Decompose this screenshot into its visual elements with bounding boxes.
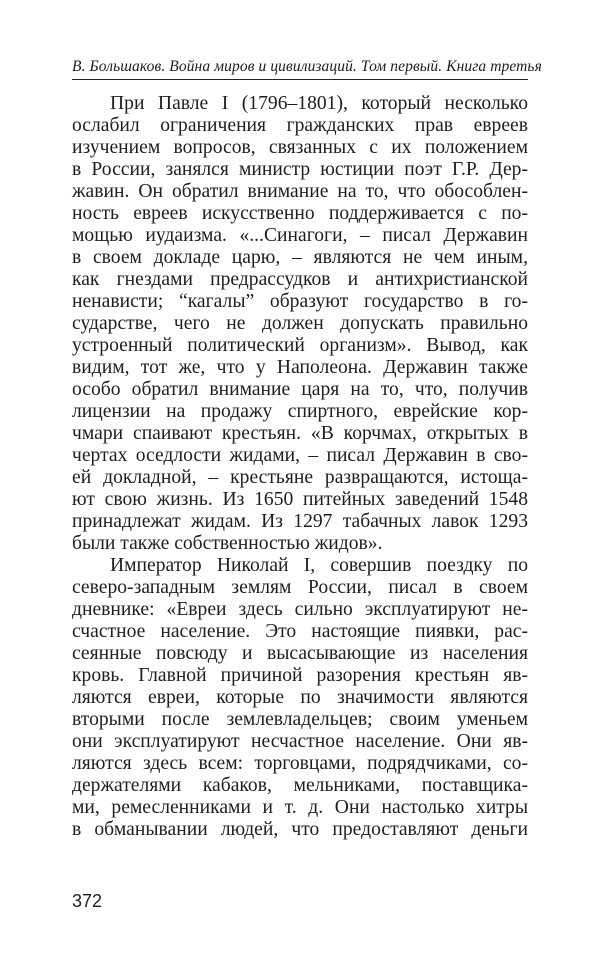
text-line: устроенный политический организм». Вывод, как <box>72 335 528 356</box>
page-number: 372 <box>72 891 103 911</box>
text-line: жавин. Он обратил внимание на то, что обособлен- <box>72 181 528 202</box>
text-line: изучением вопросов, связанных с их положением <box>72 137 528 158</box>
running-header: В. Большаков. Война миров и цивилизаций. Том первый. Книга третья <box>72 58 542 75</box>
text-line: ослабил ограничения гражданских прав евреев <box>72 115 528 136</box>
body-text <box>72 93 528 841</box>
text-line: Император Николай I, совершив поездку по <box>110 555 528 576</box>
text-line: дневнике: «Евреи здесь сильно эксплуатируют не- <box>72 599 528 620</box>
text-line: в обманывании людей, что предоставляют деньги <box>72 819 528 840</box>
text-line: чертах оседлости жидами, – писал Державин в сво- <box>72 445 528 466</box>
text-line: счастное население. Это настоящие пиявки, рас- <box>72 621 528 642</box>
text-line: они эксплуатируют несчастное население. Они яв- <box>72 731 528 752</box>
text-line: ненависти; “кагалы” образуют государство в го- <box>72 291 528 312</box>
text-line: сеянные повсюду и высасывающие из населения <box>72 643 528 664</box>
text-line: ми, ремесленниками и т. д. Они настолько хитры <box>72 797 528 818</box>
text-line: принадлежат жидам. Из 1297 табачных лавок 1293 <box>72 511 528 532</box>
text-line: ляются евреи, которые по значимости являются <box>72 687 528 708</box>
text-line: мощью иудаизма. «...Синагоги, – писал Державин <box>72 225 528 246</box>
text-line: особо обратил внимание царя на то, что, получив <box>72 379 528 400</box>
text-line: в России, занялся министр юстиции поэт Г.Р. Дер- <box>72 159 528 180</box>
text-line: держателями кабаков, мельниками, поставщика- <box>72 775 528 796</box>
text-line: видим, тот же, что у Наполеона. Державин также <box>72 357 528 378</box>
text-line: лицензии на продажу спиртного, еврейские кор- <box>72 401 528 422</box>
text-line: При Павле I (1796–1801), который несколько <box>110 93 528 114</box>
text-line: ность евреев искусственно поддерживается с по- <box>72 203 528 224</box>
text-line: кровь. Главной причиной разорения крестьян яв- <box>72 665 528 686</box>
text-line: ляются здесь всем: торговцами, подрядчиками, со- <box>72 753 528 774</box>
text-line: вторыми после землевладельцев; своим уменьем <box>72 709 528 730</box>
header-rule <box>72 79 528 80</box>
text-line: сударстве, чего не должен допускать правильно <box>72 313 528 334</box>
text-line: ют свою жизнь. Из 1650 питейных заведений 1548 <box>72 489 528 510</box>
text-line: в своем докладе царю, – являются не чем иным, <box>72 247 528 268</box>
text-line: ей докладной, – крестьяне развращаются, истоща- <box>72 467 528 488</box>
text-line: были также собственностью жидов». <box>72 533 383 554</box>
text-line: чмари спаивают крестьян. «В корчмах, открытых в <box>72 423 528 444</box>
text-line: как гнездами предрассудков и антихристианской <box>72 269 528 290</box>
text-line: северо-западным землям России, писал в своем <box>72 577 528 598</box>
